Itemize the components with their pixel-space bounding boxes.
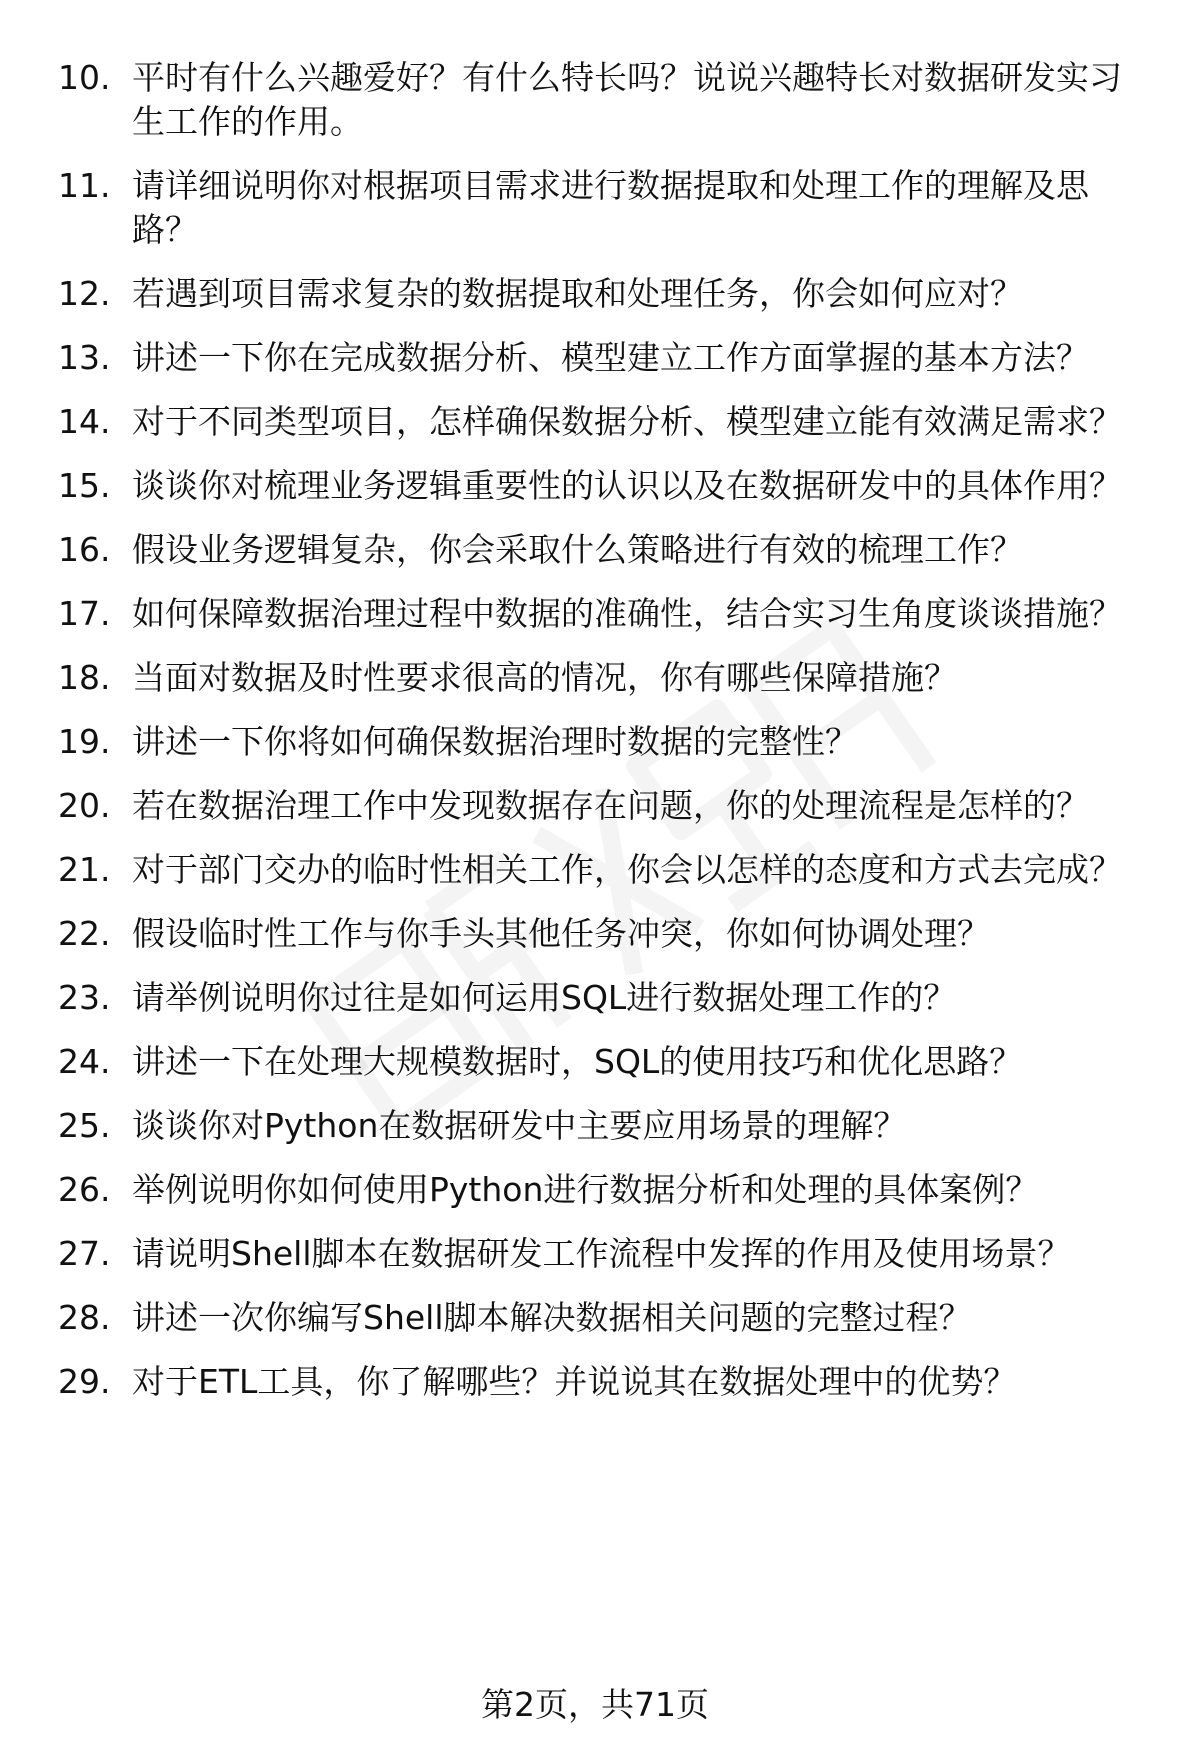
question-number: 11. — [58, 166, 111, 205]
question-number: 21. — [58, 850, 111, 889]
question-text: 对于部门交办的临时性相关工作，你会以怎样的态度和方式去完成？ — [132, 850, 1122, 889]
question-item — [58, 528, 1148, 572]
question-number: 19. — [58, 722, 111, 761]
question-number: 10. — [58, 58, 111, 97]
question-number: 18. — [58, 658, 111, 697]
question-text: 如何保障数据治理过程中数据的准确性，结合实习生角度谈谈措施？ — [132, 594, 1122, 633]
question-number: 14. — [58, 402, 111, 441]
question-item — [58, 784, 1148, 828]
question-item — [58, 400, 1148, 444]
question-item — [58, 1104, 1148, 1148]
question-item — [58, 272, 1148, 316]
question-number: 24. — [58, 1042, 111, 1081]
question-item — [58, 720, 1148, 764]
question-number: 20. — [58, 786, 111, 825]
question-text: 请举例说明你过往是如何运用SQL进行数据处理工作的？ — [132, 978, 957, 1017]
question-item — [58, 976, 1148, 1020]
question-item — [58, 1168, 1148, 1212]
page-number-label: 第2页，共71页 — [481, 1685, 709, 1724]
question-item — [58, 1040, 1148, 1084]
question-text: 讲述一下在处理大规模数据时，SQL的使用技巧和优化思路？ — [132, 1042, 1023, 1081]
question-text: 谈谈你对梳理业务逻辑重要性的认识以及在数据研发中的具体作用？ — [132, 466, 1122, 505]
question-number: 23. — [58, 978, 111, 1017]
question-text: 若遇到项目需求复杂的数据提取和处理任务，你会如何应对？ — [132, 274, 1023, 313]
question-text: 假设业务逻辑复杂，你会采取什么策略进行有效的梳理工作？ — [132, 530, 1023, 569]
question-number: 16. — [58, 530, 111, 569]
question-item — [58, 164, 1148, 252]
question-number: 22. — [58, 914, 111, 953]
question-number: 27. — [58, 1234, 111, 1273]
question-text: 举例说明你如何使用Python进行数据分析和处理的具体案例？ — [132, 1170, 1039, 1209]
page-footer — [0, 1683, 1190, 1727]
question-text: 对于ETL工具，你了解哪些？并说说其在数据处理中的优势？ — [132, 1362, 1017, 1401]
question-number: 17. — [58, 594, 111, 633]
question-number: 25. — [58, 1106, 111, 1145]
question-item — [58, 56, 1148, 144]
question-item — [58, 912, 1148, 956]
question-text: 谈谈你对Python在数据研发中主要应用场景的理解？ — [132, 1106, 907, 1145]
question-number: 26. — [58, 1170, 111, 1209]
question-text: 平时有什么兴趣爱好？有什么特长吗？说说兴趣特长对数据研发实习生工作的作用。 — [132, 58, 1122, 141]
question-number: 15. — [58, 466, 111, 505]
question-number: 28. — [58, 1298, 111, 1337]
question-text: 讲述一次你编写Shell脚本解决数据相关问题的完整过程？ — [132, 1298, 972, 1337]
question-text: 假设临时性工作与你手头其他任务冲突，你如何协调处理？ — [132, 914, 990, 953]
question-number: 12. — [58, 274, 111, 313]
question-text: 当面对数据及时性要求很高的情况，你有哪些保障措施？ — [132, 658, 957, 697]
question-item — [58, 848, 1148, 892]
question-text: 请详细说明你对根据项目需求进行数据提取和处理工作的理解及思路？ — [132, 166, 1089, 249]
question-text: 对于不同类型项目，怎样确保数据分析、模型建立能有效满足需求？ — [132, 402, 1122, 441]
question-text: 若在数据治理工作中发现数据存在问题，你的处理流程是怎样的？ — [132, 786, 1089, 825]
question-item — [58, 1360, 1148, 1404]
question-item — [58, 656, 1148, 700]
question-item — [58, 336, 1148, 380]
question-item — [58, 1296, 1148, 1340]
question-number: 29. — [58, 1362, 111, 1401]
question-text: 讲述一下你将如何确保数据治理时数据的完整性？ — [132, 722, 858, 761]
question-item — [58, 592, 1148, 636]
question-item — [58, 1232, 1148, 1276]
question-text: 请说明Shell脚本在数据研发工作流程中发挥的作用及使用场景？ — [132, 1234, 1071, 1273]
question-item — [58, 464, 1148, 508]
question-number: 13. — [58, 338, 111, 377]
question-list — [58, 56, 1148, 1424]
question-text: 讲述一下你在完成数据分析、模型建立工作方面掌握的基本方法？ — [132, 338, 1089, 377]
